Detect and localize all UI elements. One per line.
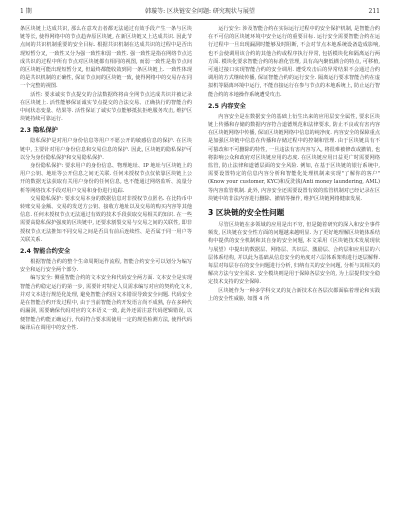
header-rule <box>20 19 380 20</box>
subsection-heading: 2.3 隐私保护 <box>20 127 58 135</box>
paragraph: 身份隐私保护: 要求用户的身份信息、物理地址、IP 地址与区块链上的用户公钥、地址等公开信息之间无关联. 任何未授权节点仅依靠区块链上公开的数据无法获取有关用户身份的任何信息, 也不能通过网络监听、流量分析等网络技术手段对用户交易和身份进行追踪. <box>20 163 192 194</box>
section-heading: 3 区块链的安全性问题 <box>208 208 285 218</box>
paragraph: 根据智能合约的整个生命周期运作流程, 智能合约安全可以划分为编写安全和运行安全两个部分. <box>20 259 192 274</box>
paragraph: 交易隐私保护: 要求交易本身的数据信息对非授权节点匿名. 在比特币中转账交易金额、交易的发送方公钥、接收方地址以及交易的购买内容等其他信息. 任何未授权节点无法通过有效的技术手段获取交易相关的知识. 在一些需要高隐私保护强度的区块链中, 还要求割裂交易与交易之间的关联性, 即非授权节点无法推知不同交易之间是否具有前后连续性、是否属于同一用户等关联关系. <box>20 195 192 243</box>
right-column <box>208 25 380 303</box>
page-number: 211 <box>368 8 380 15</box>
paragraph: 尽管区块链在多领域的应用是出不穷, 但是随着研究的深入和安全事件频发, 区块链在安全性方面的问题越来越明显. 为了更好地理解区块链体系结构中提供的安全机制和其自身的安全问题, 本文采用《区块链技术发展现状与展望》中提出的数据层、网络层、共识层、激励层、合约层和应用层的六层体系结构, 并以此为基础从信息安全的角度对六层体系架构进行逐层解释. 每层对每层存在的安全问题进行分析, 归纳有关的安全问题, 分析与其相关的解决方法与安全需求. 安全模块则是用于保障各层安全的, 为上层提供安全稳定技术支持的安全保障. <box>208 222 380 286</box>
paragraph: 编写安全: 侧重智能合约的文本安全和代码安全两方面. 文本安全是实现智能合约稳定运行的第一步, 需要针对特定人员需求编写对应的契约化文本, 并对文本进行规范化处理, 避免智能合约因文本错误导致安全问题. 代码安全是在智能合约开发过程中, 由于当前智能合约开发语言尚不成熟, 存在多种代码漏洞, 需要确保代码对应的文本语义一致, 此外还需注意代码逻辑错误, 以便智能合约能正确运行, 代码符合要求需使用一定的规范检测方法, 使得代码编译后在调用中的安全性. <box>20 275 192 331</box>
running-title: 韩璇等: 区块链安全问题: 研究现状与展望 <box>145 8 255 15</box>
paragraph: 条区块链上达成共识, 那么在意攻击者都无法通过有效手段产生一条与区块链等长, 使得网络中的节点趋奔原区块链, 在新区块链又上达成共识. 因此节点间的共识机制重要的安全目标. 根据共识机制在达成共识的过程中是否出现短暂分叉, 一致性又分为强一致性和弱一致性. 强一致性是指在网络节点达成共识的过程中所有节点对区块链都有相同的视图, 而弱一致性是指节点间的区块链可能出现短暂分叉, 但最终都能收敛到同一条区块链上. 一致性体现的是共识机制的正确性, 保证节点间的区块链一致, 使得网络中的交易存在同一个完整的视图. <box>20 26 192 90</box>
issue-label: 1 期 <box>20 8 32 15</box>
paragraph: 隐私保护是对用户身份信息等用户不愿公开的敏感信息的保护. 在区块链中, 主要针对用户身份信息和交易信息的保护. 因此, 区块链的隐私保护可以分为身份隐私保护和交易隐私保护. <box>20 138 192 161</box>
subsection-heading: 2.4 智能合约安全 <box>20 248 71 256</box>
subsection-heading: 2.5 内容安全 <box>208 102 246 110</box>
paragraph: 区块链作为一种多学科交叉的复合新技术在各层次都面临着理论和实践上的安全性威胁, 如图 4 所 <box>208 287 380 302</box>
left-column <box>20 25 192 332</box>
paragraph: 运行安全: 涉及智能合约在实际运行过程中的安全保护机制, 是智能合约在不可信的区块链环境中安全运行的重要目标. 运行安全需要智能合约在运行过程中一旦出现漏洞时能够及时阻断, 不会对节点本地系统设备造成影响, 也不会使调用该合约的其他合约或程序执行异常, 包括模块化和隔离运行两方面. 模块化要求智能合约的标准化管理, 具有高内聚低耦合的特点, 可移植, 可通过接口实现智能合约的安全调用. 遭受攻击后的异常结果不会通过合约调用的方式继续传播, 保证智能合约的运行安全. 隔离运行要求智能合约在虚拟机等隔离环境中运行, 不能直接运行在参与节点的本地系统上, 防止运行智能合约的本地操作系统遭受攻击. <box>208 26 380 98</box>
paragraph: 内容安全是在数据安全的基础上衍生出来的应用层安全属性, 要求区块链上传播和存储的数据内容符合道德规范和法律要求, 防止不良或有害内容在区块链网络中传播, 保证区块链网络中信息的纯净度. 内容安全的保障重点是加强区块链中信息在传播和存储过程中的控制和管理. 由于区块链具有不可篡改和不可删除的特性, 一旦违法有害内容写入, 将很难被修改或撤销, 也将影响公众和政府对区块链应用的态度. 在区块链应用日益更广时需要网络监管, 防止法律和道德层面的安全风险. 例如, 在基于区块链的银行系统中, 需要设置特定的信息内容分析和智能化处理机制来实现"了解你的客户"(Know your customer, KYC)和反洗钱(Anti money laundering, AML)等内容监管机制. 此外, 内容安全还需要设置有效的监管机制对已经记录在区块链中的非法内容进行删除、撤销等操作, 维护区块链网络健康发展. <box>208 113 380 202</box>
page-header <box>20 6 380 18</box>
paragraph: 活性: 要求诚实节点提交的合法数据终将由全网节点达成共识并被记录在区块链上. 活性能够保证诚实节点提交的合法交易、正确执行的智能合约中间状态变量、结果等. 活性保证了诚实节点能够抵抗拒绝服务攻击, 维护区块链持续可靠运行. <box>20 91 192 123</box>
